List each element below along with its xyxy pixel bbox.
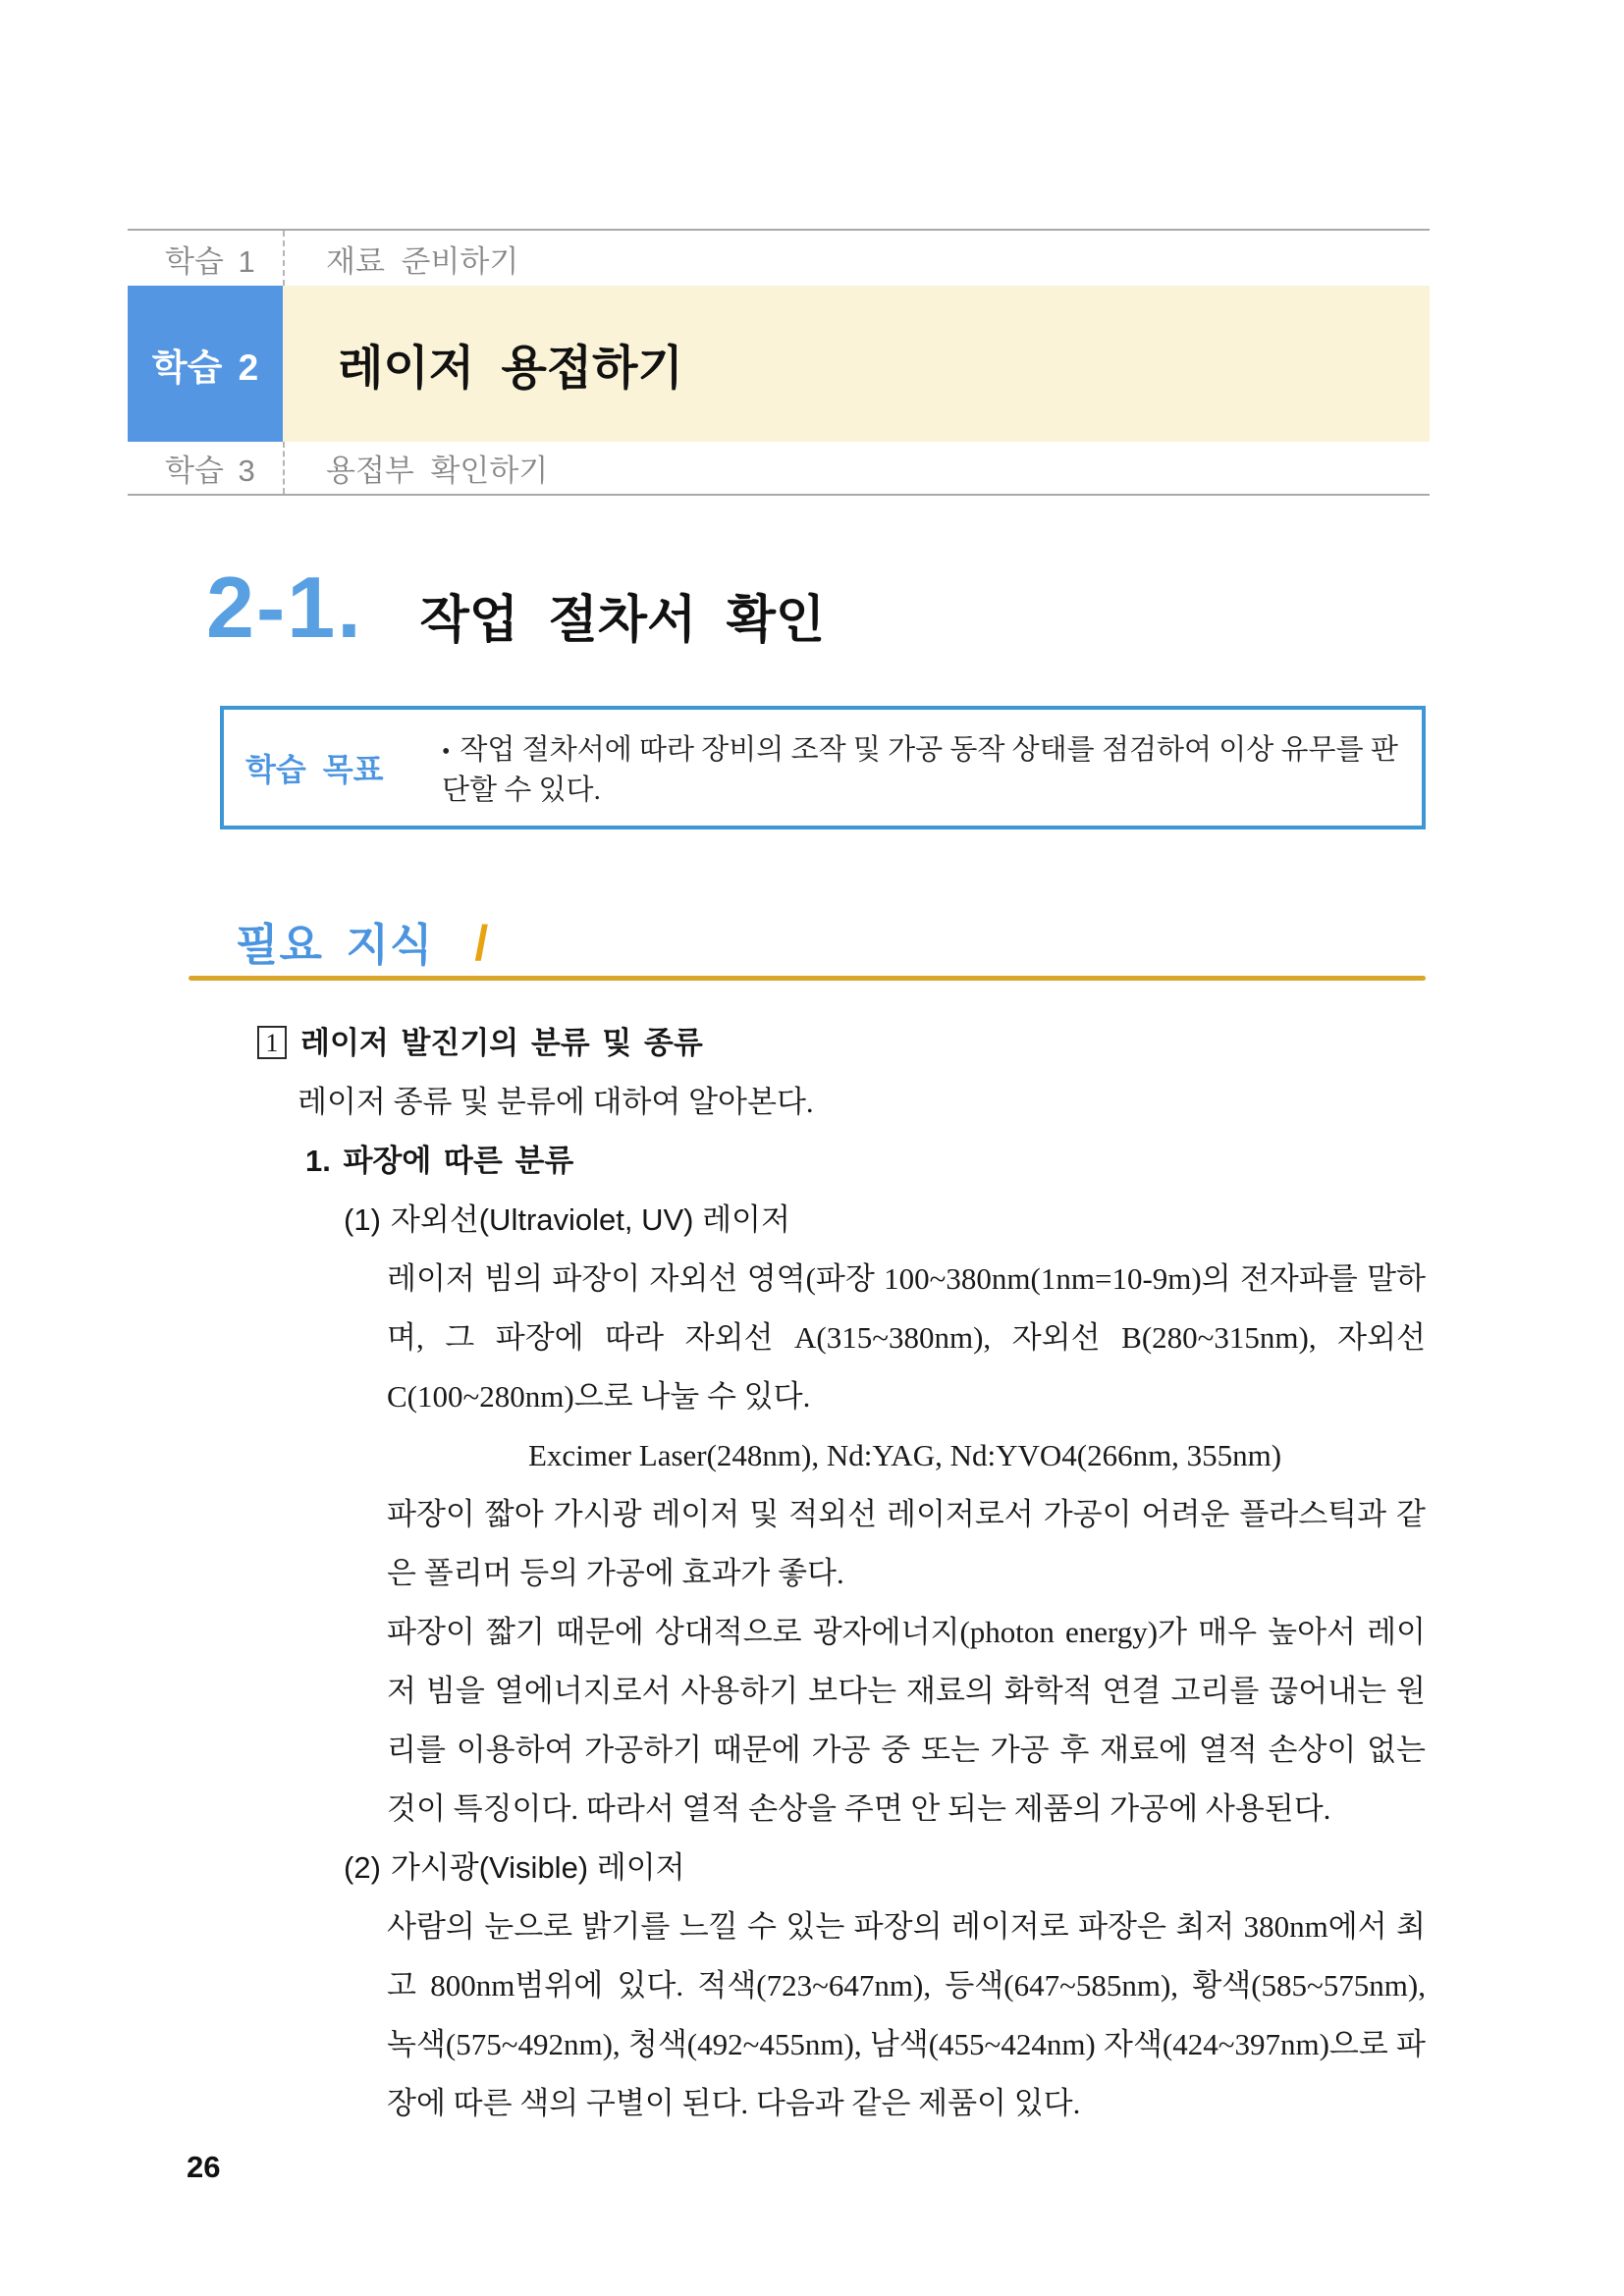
visible-laser-marker: (2)	[344, 1850, 381, 1885]
subtopic-1-title: 파장에 따른 분류	[343, 1144, 574, 1178]
knowledge-heading	[236, 909, 488, 973]
lesson-nav-table	[128, 229, 1430, 496]
body-content	[0, 1014, 1624, 2133]
learning-goal-label: 학습 목표	[245, 752, 384, 787]
lesson-3-title: 용접부 확인하기	[283, 442, 1430, 494]
lesson-row-1	[128, 231, 1430, 286]
uv-example-line: Excimer Laser(248nm), Nd:YAG, Nd:YVO4(266nm, 355nm)	[528, 1438, 1282, 1472]
knowledge-rule-divider	[189, 976, 1426, 981]
subtopic-1-marker: 1.	[305, 1144, 331, 1178]
visible-laser-heading	[344, 1839, 1624, 1897]
visible-paragraph-1: 사람의 눈으로 밝기를 느낄 수 있는 파장의 레이저로 파장은 최저 380nm에서 최고 800nm범위에 있다. 적색(723~647nm), 등색(647~585nm), 황색(585~575nm), 녹색(575~492nm), 청색(492~455nm), 남색(455~424nm) 자색(424~397nm)으로 파장에 따른 색의 구별이 된다. 다음과 같은 제품이 있다.	[387, 1909, 1426, 2120]
boxed-number-icon: 1	[257, 1026, 287, 1059]
uv-paragraph-3: 파장이 짧기 때문에 상대적으로 광자에너지(photon energy)가 매우 높아서 레이저 빔을 열에너지로서 사용하기 보다는 재료의 화학적 연결 고리를 끊어내는 원리를 이용하여 가공하기 때문에 가공 중 또는 가공 후 재료에 열적 손상이 없는 것이 특징이다. 따라서 열적 손상을 주면 안 되는 제품의 가공에 사용된다.	[387, 1615, 1426, 1826]
lesson-row-3	[128, 442, 1430, 494]
topic-1-intro: 레이저 종류 및 분류에 대하여 알아본다.	[298, 1085, 814, 1119]
section-title: 작업 절차서 확인	[419, 592, 826, 649]
topic-1-title: 레이저 발진기의 분류 및 종류	[300, 1026, 703, 1060]
uv-laser-marker: (1)	[344, 1202, 381, 1237]
slash-icon: /	[474, 916, 489, 971]
uv-laser-title: 자외선(Ultraviolet, UV) 레이저	[390, 1202, 790, 1237]
section-number: 2-1.	[206, 559, 363, 656]
visible-laser-title: 가시광(Visible) 레이저	[390, 1850, 685, 1885]
uv-paragraph-1: 레이저 빔의 파장이 자외선 영역(파장 100~380nm(1nm=10-9m)의 전자파를 말하며, 그 파장에 따라 자외선 A(315~380nm), 자외선 B(280~315nm), 자외선 C(100~280nm)으로 나눌 수 있다.	[387, 1261, 1426, 1414]
section-heading	[206, 558, 825, 658]
lesson-3-label: 학습 3	[165, 454, 255, 488]
lesson-row-2-active	[128, 286, 1430, 442]
topic-1-heading	[257, 1014, 1624, 1073]
knowledge-title: 필요 지식	[236, 920, 434, 970]
learning-goal-text	[442, 727, 1422, 808]
learning-goal-sentence: 작업 절차서에 따라 장비의 조작 및 가공 동작 상태를 점검하여 이상 유무를 판단할 수 있다.	[442, 734, 1398, 806]
uv-laser-heading	[344, 1191, 1624, 1250]
lesson-2-label: 학습 2	[128, 286, 283, 442]
uv-paragraph-2: 파장이 짧아 가시광 레이저 및 적외선 레이저로서 가공이 어려운 플라스틱과 같은 폴리머 등의 가공에 효과가 좋다.	[387, 1497, 1426, 1590]
lesson-1-label: 학습 1	[165, 243, 255, 279]
lesson-2-title: 레이저 용접하기	[283, 286, 1430, 442]
bullet-icon: •	[442, 739, 451, 765]
lesson-1-title: 재료 준비하기	[283, 231, 1430, 286]
page-number: 26	[187, 2150, 221, 2184]
subtopic-1-heading	[305, 1132, 1624, 1191]
learning-goal-box	[220, 706, 1426, 829]
